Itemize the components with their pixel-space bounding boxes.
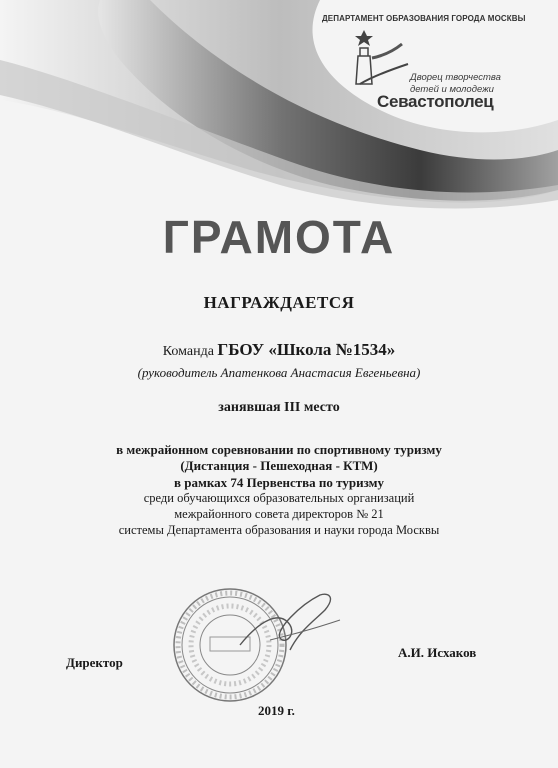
logo-line1: Дворец творчества — [410, 72, 501, 83]
body-line-2: (Дистанция - Пешеходная - КТМ) — [180, 458, 378, 473]
department-header: ДЕПАРТАМЕНТ ОБРАЗОВАНИЯ ГОРОДА МОСКВЫ — [322, 14, 526, 23]
sevastopolets-logo — [350, 28, 550, 118]
team-line — [0, 340, 558, 360]
director-name: А.И. Исхаков — [398, 645, 477, 660]
certificate-title: ГРАМОТА — [162, 211, 396, 263]
leader-line: (руководитель Апатенкова Анастасия Евгеньевна) — [137, 365, 421, 380]
body-line-1: в межрайонном соревновании по спортивному туризму — [116, 442, 442, 457]
body-line-6: системы Департамента образования и науки города Москвы — [118, 523, 440, 537]
body-line-4: среди обучающихся образовательных организаций — [143, 491, 415, 505]
signature-graphic — [230, 590, 350, 660]
body-line-5: межрайонного совета директоров № 21 — [174, 507, 384, 521]
logo-name: Севастополец — [377, 92, 494, 111]
issue-year: 2019 г. — [258, 703, 295, 718]
team-name: ГБОУ «Школа №1534» — [217, 340, 396, 359]
awarded-heading: НАГРАЖДАЕТСЯ — [203, 293, 355, 312]
team-prefix: Команда — [162, 344, 218, 359]
body-line-3: в рамках 74 Первенства по туризму — [173, 475, 385, 490]
logo-line2: детей и молодежи — [410, 84, 494, 95]
director-label: Директор — [66, 655, 123, 670]
place-line: занявшая III место — [218, 400, 340, 415]
